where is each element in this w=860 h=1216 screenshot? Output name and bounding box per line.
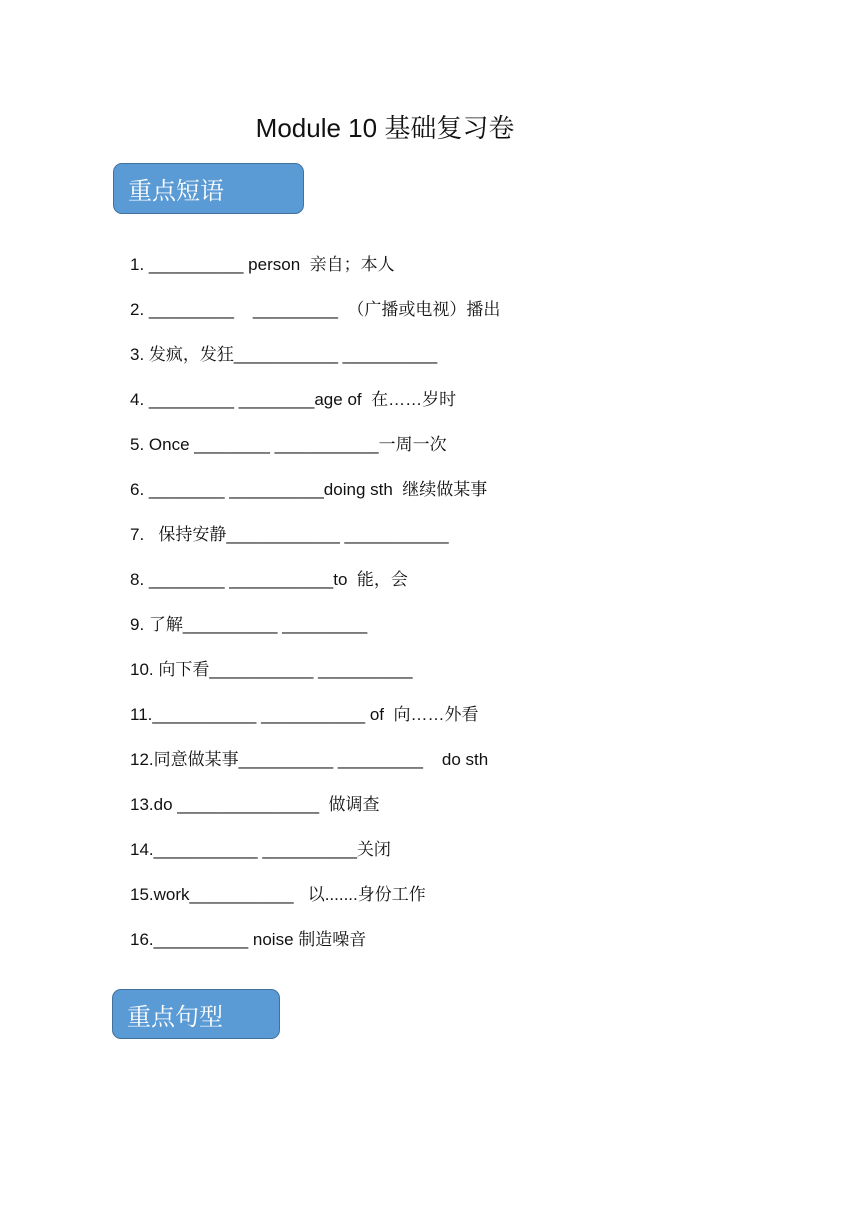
- list-item: 6. ________ __________doing sth 继续做某事: [130, 480, 488, 499]
- phrase-list: [130, 253, 830, 973]
- list-item: 4. _________ ________age of 在……岁时: [130, 390, 457, 409]
- list-item: 12.同意做某事__________ _________ do sth: [130, 750, 489, 769]
- section-header-phrases: [113, 163, 304, 214]
- list-item: 3. 发疯，发狂___________ __________: [130, 345, 438, 364]
- list-item: 2. _________ _________ （广播或电视）播出: [130, 300, 501, 319]
- section-header-label: 重点句型: [127, 1002, 223, 1031]
- section-header-label: 重点短语: [128, 177, 224, 205]
- list-item: 13.do _______________ 做调查: [130, 795, 380, 814]
- page-title: Module 10 基础复习卷: [255, 113, 515, 143]
- list-item: 15.work___________ 以.......身份工作: [130, 885, 426, 904]
- list-item: 5. Once ________ ___________一周一次: [130, 435, 447, 454]
- section-header-sentences: [112, 989, 280, 1039]
- list-item: 1. __________ person 亲自；本人: [130, 255, 395, 274]
- list-item: 16.__________ noise 制造噪音: [130, 930, 367, 949]
- list-item: 11.___________ ___________ of 向……外看: [130, 705, 479, 724]
- list-item: 10. 向下看___________ __________: [130, 660, 413, 679]
- list-item: 8. ________ ___________to 能，会: [130, 570, 408, 589]
- list-item: 14.___________ __________关闭: [130, 840, 391, 859]
- list-item: 7. 保持安静____________ ___________: [130, 525, 449, 544]
- list-item: 9. 了解__________ _________: [130, 615, 368, 634]
